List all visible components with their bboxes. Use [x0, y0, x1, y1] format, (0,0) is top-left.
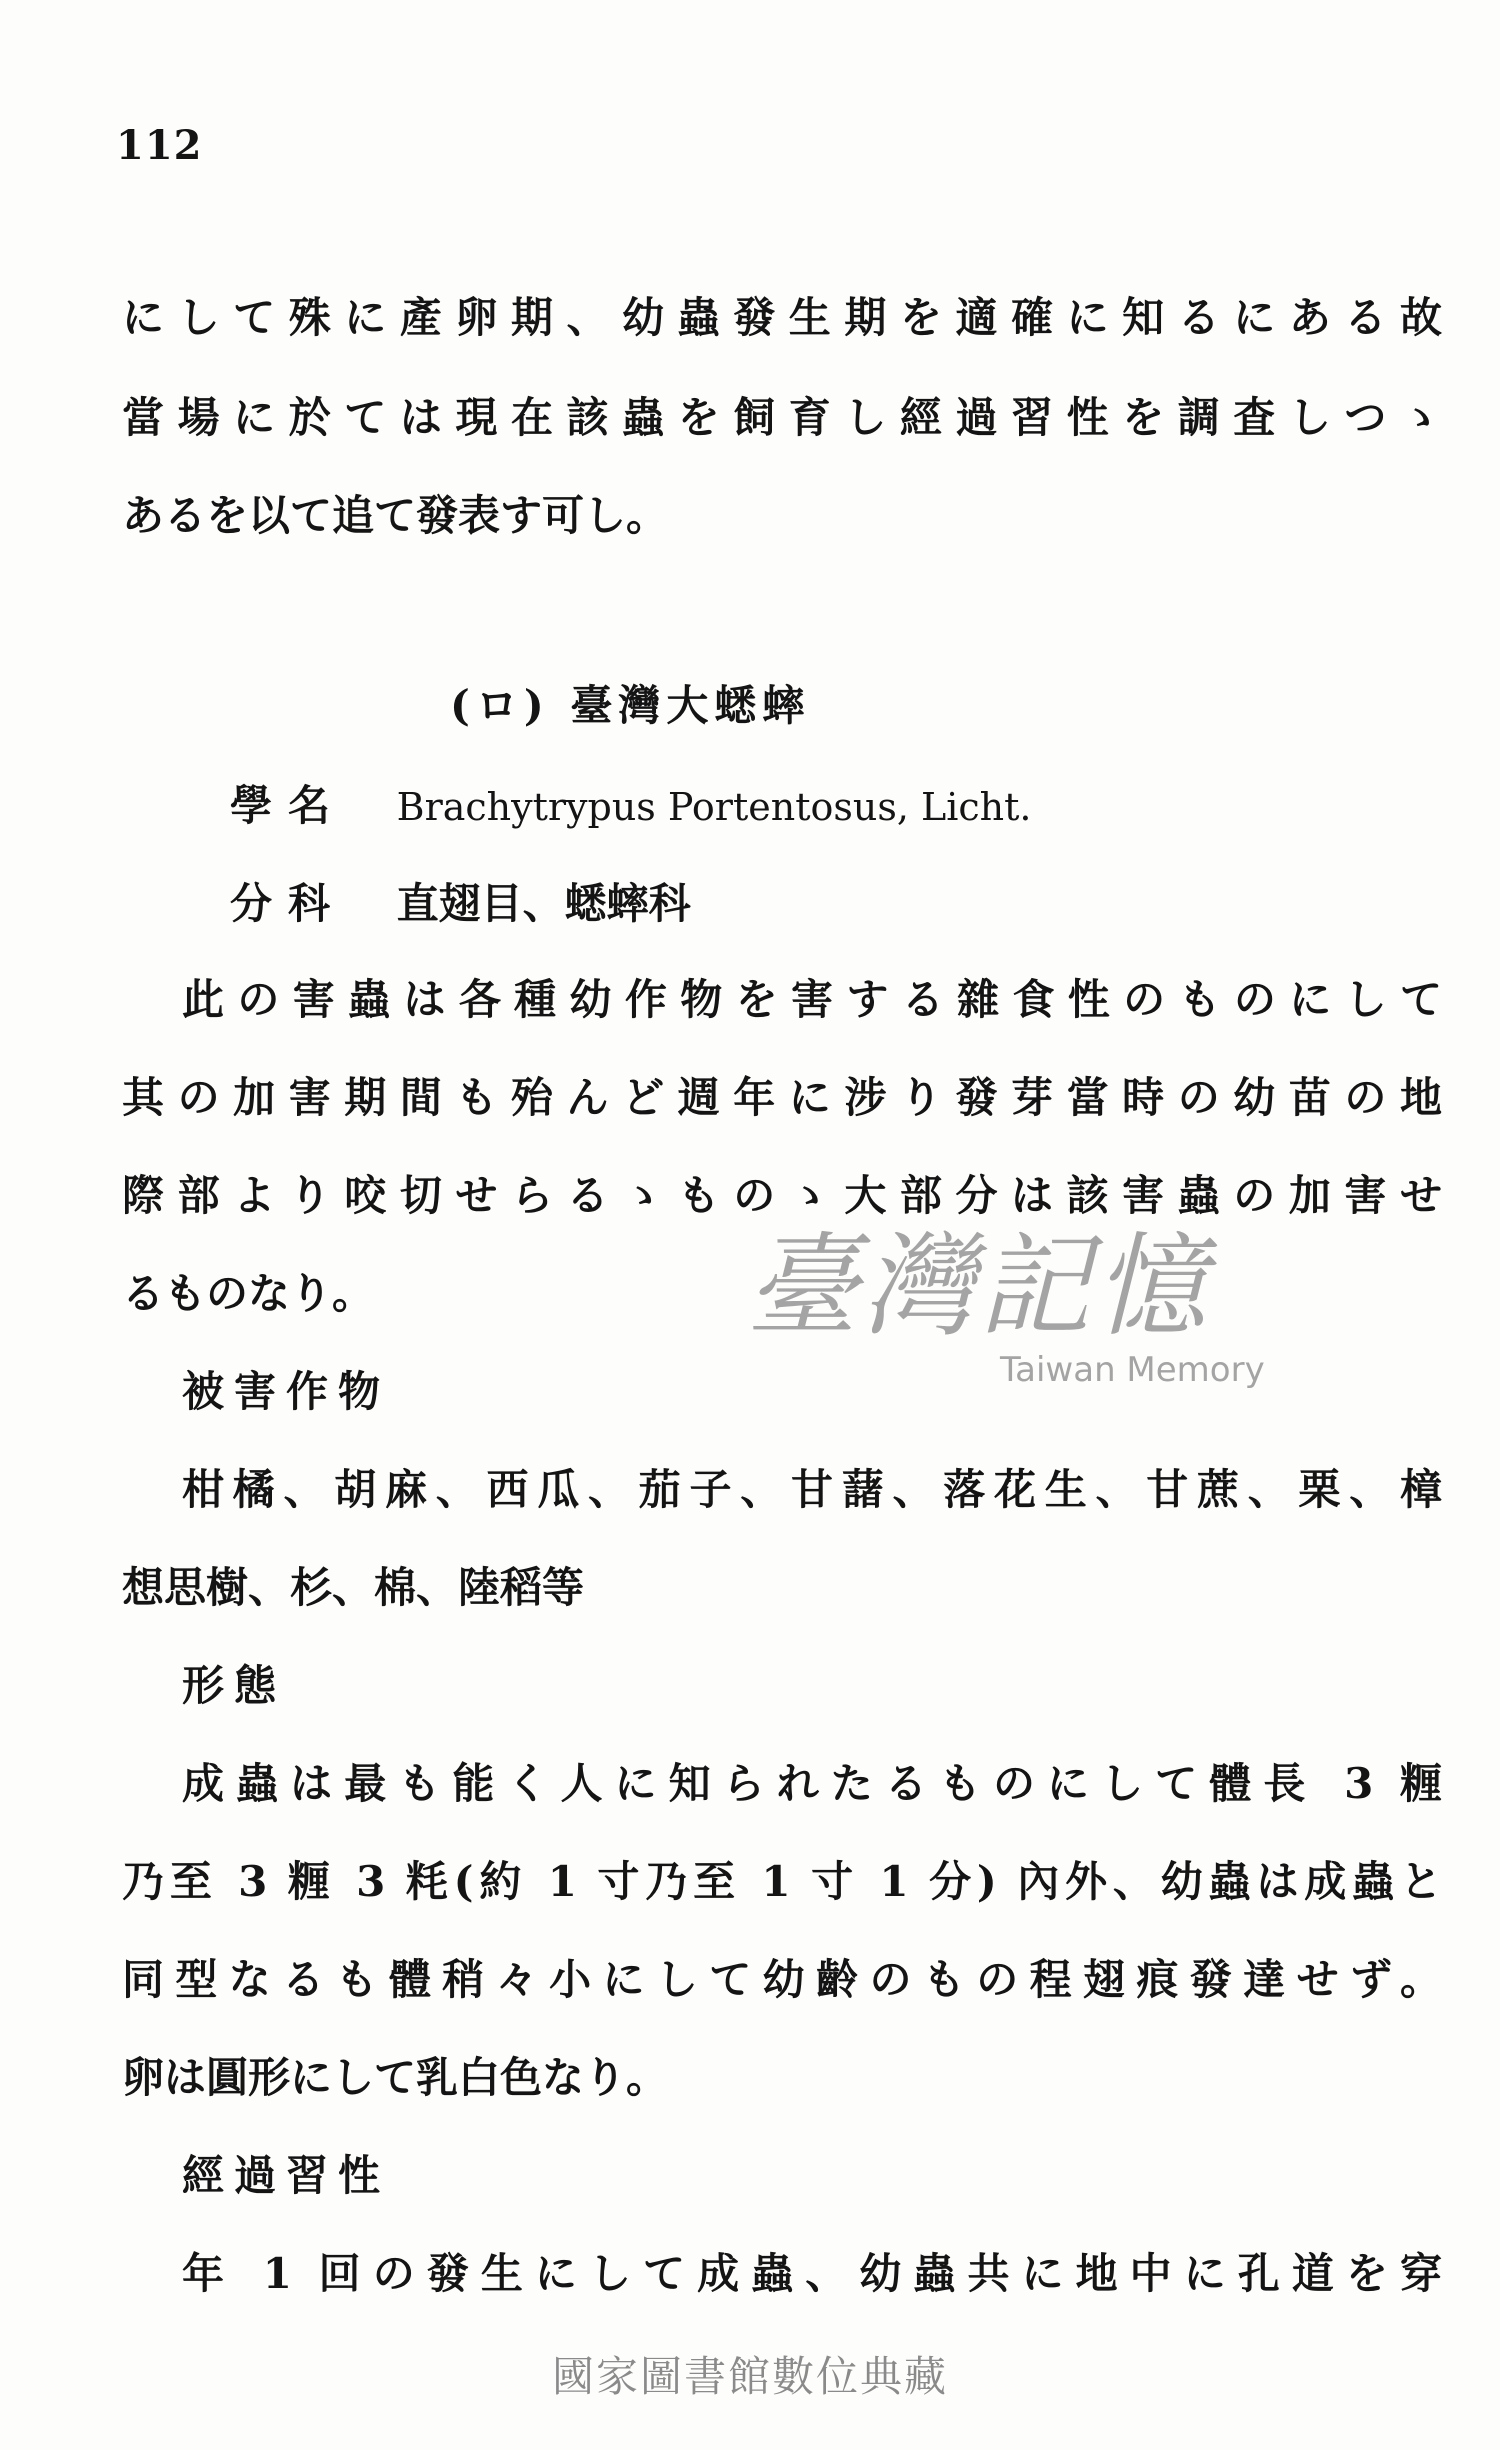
watermark-latin: Taiwan Memory — [1000, 1350, 1265, 1390]
habits-line-1: 年 1 回の發生にして成蟲、幼蟲共に地中に孔道を穿 — [182, 2249, 1442, 2298]
morphology-line-4: 卵は圓形にして乳白色なり。 — [122, 2053, 669, 2102]
section-heading: (ロ) 臺灣大蟋蟀 — [450, 681, 811, 730]
page-number: 112 — [116, 122, 203, 169]
paragraph-1-line-3: あるを以て追て發表す可し。 — [122, 491, 669, 540]
morphology-line-1: 成蟲は最も能く人に知られたるものにして體長 3 糎 — [182, 1759, 1442, 1808]
footer-archive-label: 國家圖書館數位典藏 — [551, 2352, 948, 2401]
classification-value: 直翅目、蟋蟀科 — [396, 879, 691, 928]
crops-line-2: 想思樹、杉、棉、陸稻等 — [122, 1563, 585, 1612]
paragraph-2-line-2: 其の加害期間も殆んど週年に涉り發芽當時の幼苗の地 — [122, 1073, 1442, 1122]
classification-row — [230, 874, 691, 934]
habits-heading: 經過習性 — [182, 2151, 391, 2200]
paragraph-2-line-3: 際部より咬切せらるゝものゝ大部分は該害蟲の加害せ — [122, 1171, 1442, 1220]
crops-line-1: 柑橘、胡麻、西瓜、茄子、甘藷、落花生、甘蔗、栗、樟 — [182, 1465, 1442, 1514]
morphology-line-3: 同型なるも體稍々小にして幼齡のもの程翅痕發達せず。 — [122, 1955, 1442, 2004]
watermark-cjk: 臺灣記憶 — [746, 1222, 1210, 1352]
classification-label: 分科 — [230, 879, 347, 928]
scientific-name-label: 學名 — [230, 781, 347, 830]
paragraph-2-line-4: るものなり。 — [122, 1269, 375, 1318]
paragraph-2-line-1: 此の害蟲は各種幼作物を害する雜食性のものにして — [182, 975, 1442, 1024]
scientific-name-value: Brachytrypus Portentosus, Licht. — [396, 785, 1032, 829]
paragraph-1-line-1: にして殊に產卵期、幼蟲發生期を適確に知るにある故 — [122, 293, 1442, 342]
morphology-heading: 形態 — [182, 1661, 287, 1710]
morphology-line-2: 乃至 3 糎 3 粍(約 1 寸乃至 1 寸 1 分) 內外、幼蟲は成蟲と — [122, 1857, 1442, 1906]
paragraph-1-line-2: 當場に於ては現在該蟲を飼育し經過習性を調査しつゝ — [122, 393, 1442, 442]
crops-heading: 被害作物 — [182, 1367, 391, 1416]
scientific-name-row — [230, 776, 1031, 837]
